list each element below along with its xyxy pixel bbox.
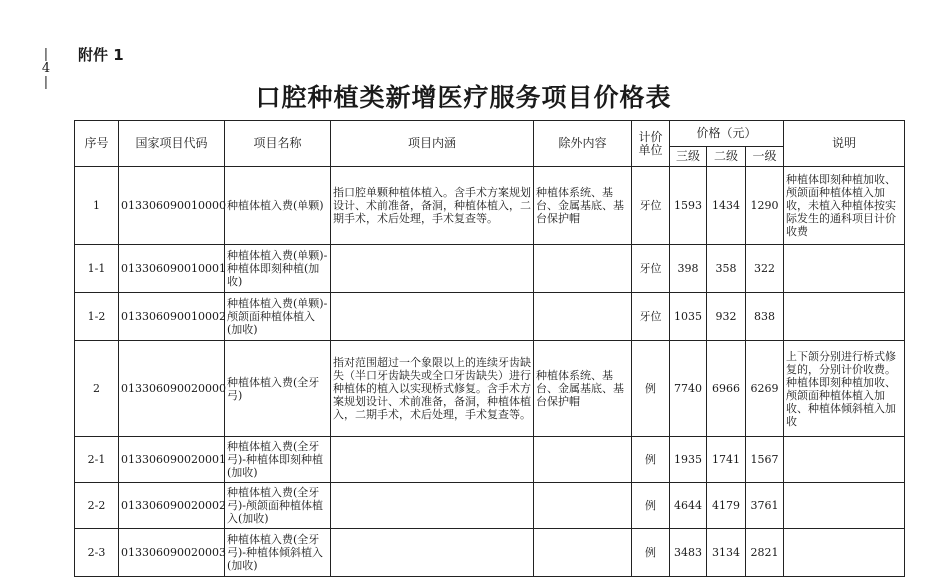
cell-content [331,437,534,483]
header-name: 项目名称 [225,121,331,167]
cell-seq: 2 [75,341,119,437]
cell-excluded: 种植体系统、基台、金属基底、基台保护帽 [534,341,632,437]
cell-excluded [534,483,632,529]
cell-code: 013306090020003 [119,529,225,577]
table-row [75,529,905,577]
table-row [75,341,905,437]
cell-content [331,483,534,529]
table-row [75,167,905,245]
cell-note [784,529,905,577]
cell-unit: 例 [632,437,670,483]
cell-code: 013306090010001 [119,245,225,293]
cell-seq: 2-1 [75,437,119,483]
table-row [75,437,905,483]
attachment-label: 附件 1 [78,46,124,64]
cell-price-level1: 3761 [746,483,784,529]
cell-code: 013306090020002 [119,483,225,529]
cell-seq: 1-1 [75,245,119,293]
cell-code: 013306090010002 [119,293,225,341]
cell-excluded [534,245,632,293]
cell-note [784,245,905,293]
cell-price-level2: 4179 [707,483,746,529]
header-unit: 计价单位 [632,121,670,167]
header-content: 项目内涵 [331,121,534,167]
cell-code: 013306090010000 [119,167,225,245]
cell-name: 种植体植入费(全牙弓) [225,341,331,437]
cell-seq: 2-2 [75,483,119,529]
cell-unit: 牙位 [632,293,670,341]
cell-content [331,245,534,293]
table-row [75,483,905,529]
cell-price-level1: 1567 [746,437,784,483]
cell-name: 种植体植入费(全牙弓)-种植体倾斜植入(加收) [225,529,331,577]
table-row [75,245,905,293]
cell-name: 种植体植入费(单颗)-种植体即刻种植(加收) [225,245,331,293]
cell-price-level3: 1593 [670,167,707,245]
page-number-digit: 4 [41,61,51,76]
cell-name: 种植体植入费(全牙弓)-种植体即刻种植(加收) [225,437,331,483]
header-row-1 [75,121,905,147]
cell-unit: 例 [632,483,670,529]
cell-price-level2: 932 [707,293,746,341]
cell-name: 种植体植入费(单颗) [225,167,331,245]
cell-name: 种植体植入费(全牙弓)-颅颌面种植体植入(加收) [225,483,331,529]
cell-excluded [534,437,632,483]
cell-unit: 牙位 [632,167,670,245]
cell-seq: 2-3 [75,529,119,577]
cell-note: 种植体即刻种植加收、颅颌面种植体植入加收，未植入种植体按实际发生的通科项目计价收费 [784,167,905,245]
cell-price-level3: 4644 [670,483,707,529]
cell-excluded: 种植体系统、基台、金属基底、基台保护帽 [534,167,632,245]
cell-code: 013306090020000 [119,341,225,437]
cell-unit: 例 [632,529,670,577]
cell-price-level3: 7740 [670,341,707,437]
cell-excluded [534,529,632,577]
cell-seq: 1-2 [75,293,119,341]
document-title: 口腔种植类新增医疗服务项目价格表 [255,83,672,112]
cell-price-level3: 1935 [670,437,707,483]
price-table [74,120,905,577]
table-row [75,293,905,341]
page-number-top-dash: | [43,47,49,62]
cell-content [331,293,534,341]
cell-content: 指口腔单颗种植体植入。含手术方案规划设计、术前准备，备洞，种植体植入，二期手术，术后处理，手术复查等。 [331,167,534,245]
cell-price-level1: 6269 [746,341,784,437]
cell-price-level2: 1434 [707,167,746,245]
cell-price-level3: 3483 [670,529,707,577]
cell-price-level2: 3134 [707,529,746,577]
cell-price-level1: 1290 [746,167,784,245]
cell-name: 种植体植入费(单颗)-颅颌面种植体植入(加收) [225,293,331,341]
cell-excluded [534,293,632,341]
cell-content [331,529,534,577]
header-note: 说明 [784,121,905,167]
header-level3: 三级 [670,147,707,167]
header-code: 国家项目代码 [119,121,225,167]
page-number-bottom-dash: | [43,75,49,90]
cell-price-level1: 838 [746,293,784,341]
cell-price-level1: 2821 [746,529,784,577]
cell-note [784,293,905,341]
cell-note [784,483,905,529]
cell-price-level2: 6966 [707,341,746,437]
header-price: 价格（元） [670,121,784,147]
cell-seq: 1 [75,167,119,245]
cell-unit: 例 [632,341,670,437]
header-seq: 序号 [75,121,119,167]
cell-content: 指对范围超过一个象限以上的连续牙齿缺失（半口牙齿缺失或全口牙齿缺失）进行种植体的植入以实现桥式修复。含手术方案规划设计、术前准备，备洞，种植体植入，二期手术，术后处理，手术复查等。 [331,341,534,437]
cell-note [784,437,905,483]
cell-price-level3: 1035 [670,293,707,341]
cell-code: 013306090020001 [119,437,225,483]
cell-price-level3: 398 [670,245,707,293]
header-excluded: 除外内容 [534,121,632,167]
header-level1: 一级 [746,147,784,167]
cell-price-level2: 1741 [707,437,746,483]
cell-price-level1: 322 [746,245,784,293]
cell-price-level2: 358 [707,245,746,293]
cell-note: 上下颌分别进行桥式修复的，分别计价收费。种植体即刻种植加收、颅颌面种植体植入加收、种植体倾斜植入加收 [784,341,905,437]
header-level2: 二级 [707,147,746,167]
cell-unit: 牙位 [632,245,670,293]
